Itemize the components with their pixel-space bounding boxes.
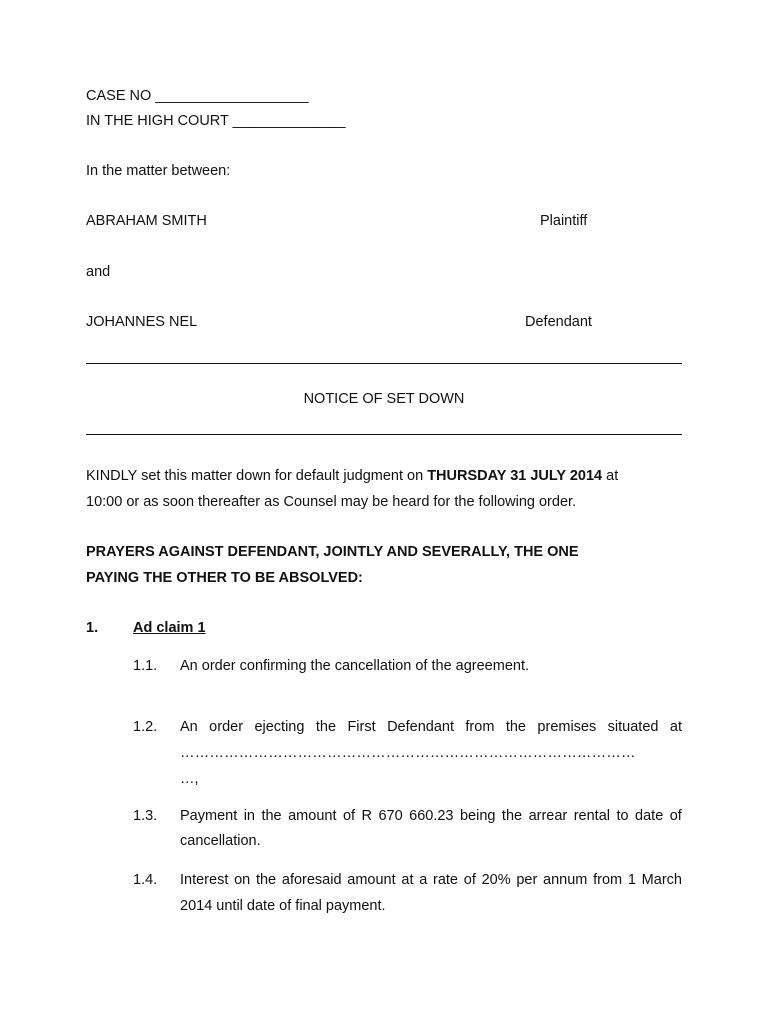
word: date: [635, 808, 664, 824]
word: premises: [537, 719, 597, 735]
word: rate: [433, 872, 459, 888]
word: arrear: [528, 808, 568, 824]
address-blank-dots: …………………………………………………………………………………: [180, 745, 636, 761]
word: to: [616, 808, 629, 824]
party-conjunction: and: [86, 264, 111, 280]
word: being: [459, 808, 496, 824]
case-number-line: CASE NO ___________________: [86, 88, 309, 104]
top-divider: [86, 363, 682, 364]
word: 670: [378, 808, 403, 824]
section-title: Ad claim 1: [133, 620, 206, 636]
word: Payment: [180, 808, 238, 824]
hearing-date: THURSDAY 31 JULY 2014: [427, 468, 603, 484]
word: the: [501, 808, 523, 824]
plaintiff-name: ABRAHAM SMITH: [86, 213, 207, 229]
word: of: [463, 872, 476, 888]
word: of: [669, 808, 682, 824]
word: from: [593, 872, 623, 888]
prayers-heading-line-2: PAYING THE OTHER TO BE ABSOLVED:: [86, 570, 363, 586]
word: of: [342, 808, 356, 824]
document-title: NOTICE OF SET DOWN: [303, 391, 465, 407]
word: 1: [627, 872, 636, 888]
word: amount: [288, 808, 337, 824]
set-down-paragraph-line-2: 10:00 or as soon thereafter as Counsel may be heard for the following order.: [86, 494, 577, 510]
word: at: [401, 872, 414, 888]
word: annum: [543, 872, 588, 888]
word: Interest: [180, 872, 229, 888]
word: ejecting: [254, 719, 305, 735]
defendant-name: JOHANNES NEL: [86, 314, 198, 330]
word: March: [641, 872, 682, 888]
word: 660.23: [409, 808, 454, 824]
item-number: 1.3.: [133, 808, 158, 824]
word: the: [255, 872, 277, 888]
item-number: 1.1.: [133, 658, 158, 674]
word: aforesaid: [281, 872, 342, 888]
word: per: [516, 872, 538, 888]
word: order: [209, 719, 244, 735]
set-down-text-tail: at: [602, 468, 619, 484]
item-text-continued: cancellation.: [180, 833, 261, 849]
word: the: [315, 719, 337, 735]
item-number: 1.2.: [133, 719, 158, 735]
word: the: [261, 808, 282, 824]
item-text-justified: [180, 807, 682, 825]
word: R: [361, 808, 372, 824]
word: in: [243, 808, 255, 824]
matter-intro: In the matter between:: [86, 163, 231, 179]
word: from: [465, 719, 495, 735]
word: the: [505, 719, 526, 735]
item-text: An order confirming the cancellation of the agreement.: [180, 658, 530, 674]
item-number: 1.4.: [133, 872, 158, 888]
item-text-justified: [180, 871, 682, 889]
set-down-text: KINDLY set this matter down for default judgment on: [86, 468, 428, 484]
item-text-continued: 2014 until date of final payment.: [180, 898, 386, 914]
word: An: [180, 719, 198, 735]
word: a: [419, 872, 428, 888]
bottom-divider: [86, 434, 682, 435]
plaintiff-role: Plaintiff: [540, 213, 588, 229]
word: Defendant: [387, 719, 454, 735]
word: rental: [573, 808, 610, 824]
word: First: [347, 719, 376, 735]
word: amount: [347, 872, 396, 888]
set-down-paragraph-line-1: [86, 467, 618, 485]
court-line: IN THE HIGH COURT ______________: [86, 113, 346, 129]
word: on: [234, 872, 251, 888]
defendant-role: Defendant: [525, 314, 592, 330]
word: 20%: [481, 872, 511, 888]
word: situated: [607, 719, 659, 735]
item-text-justified: [180, 718, 682, 736]
section-number: 1.: [86, 620, 99, 636]
prayers-heading-line-1: PRAYERS AGAINST DEFENDANT, JOINTLY AND SEVERALLY, THE ONE: [86, 544, 579, 560]
address-blank-end: …,: [180, 771, 199, 787]
word: at: [669, 719, 682, 735]
